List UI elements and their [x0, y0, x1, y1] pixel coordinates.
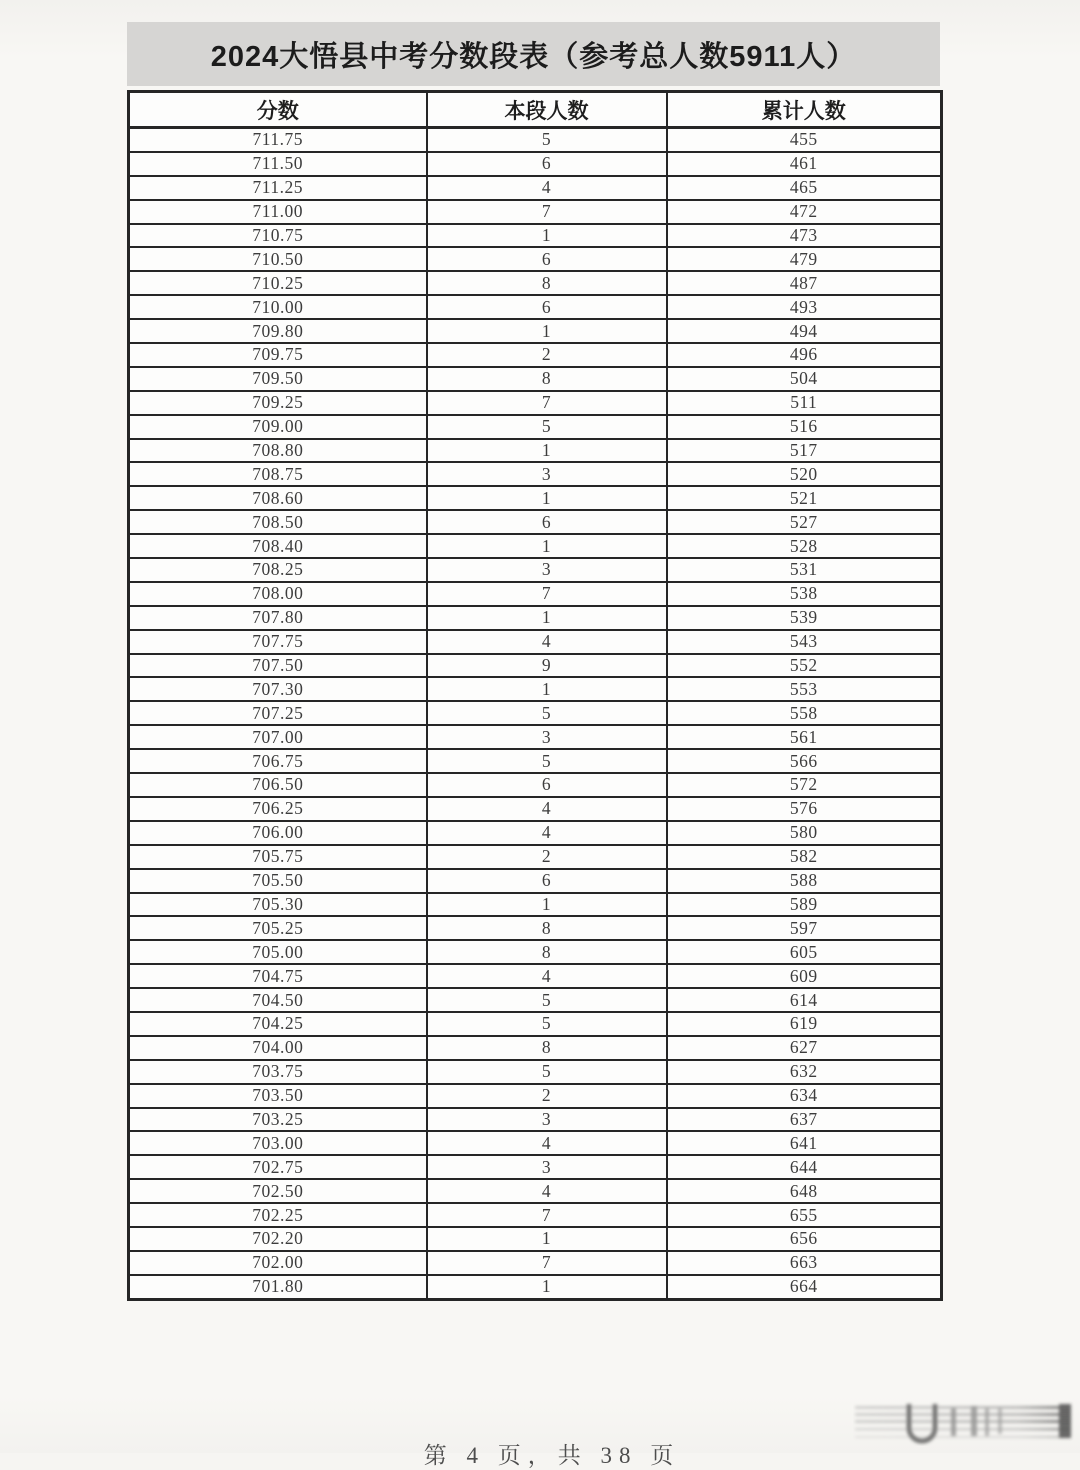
table-row	[129, 654, 942, 678]
table-row	[129, 367, 942, 391]
table-cell: 708.60	[129, 486, 427, 510]
table-row	[129, 200, 942, 224]
table-cell: 455	[667, 128, 942, 152]
table-cell: 3	[427, 462, 667, 486]
score-table	[127, 90, 943, 1301]
table-cell: 701.80	[129, 1275, 427, 1299]
table-cell: 1	[427, 1227, 667, 1251]
table-cell: 4	[427, 964, 667, 988]
table-cell: 539	[667, 606, 942, 630]
table-cell: 6	[427, 869, 667, 893]
table-cell: 3	[427, 1155, 667, 1179]
table-cell: 710.50	[129, 247, 427, 271]
table-cell: 494	[667, 319, 942, 343]
table-row	[129, 893, 942, 917]
table-row	[129, 1012, 942, 1036]
table-cell: 538	[667, 582, 942, 606]
table-cell: 1	[427, 893, 667, 917]
table-cell: 634	[667, 1084, 942, 1108]
header-cumulative-count: 累计人数	[667, 92, 942, 128]
table-cell: 8	[427, 367, 667, 391]
table-cell: 708.00	[129, 582, 427, 606]
table-cell: 572	[667, 773, 942, 797]
table-cell: 8	[427, 271, 667, 295]
table-row	[129, 247, 942, 271]
table-cell: 511	[667, 391, 942, 415]
table-row	[129, 415, 942, 439]
table-cell: 605	[667, 940, 942, 964]
table-cell: 2	[427, 343, 667, 367]
table-cell: 704.25	[129, 1012, 427, 1036]
table-cell: 702.00	[129, 1251, 427, 1275]
table-row	[129, 606, 942, 630]
table-row	[129, 582, 942, 606]
table-cell: 9	[427, 654, 667, 678]
table-cell: 703.75	[129, 1060, 427, 1084]
table-cell: 588	[667, 869, 942, 893]
table-cell: 4	[427, 1131, 667, 1155]
table-row	[129, 916, 942, 940]
table-row	[129, 988, 942, 1012]
table-cell: 707.80	[129, 606, 427, 630]
score-table-header	[129, 92, 942, 128]
table-cell: 702.50	[129, 1179, 427, 1203]
table-cell: 504	[667, 367, 942, 391]
table-cell: 5	[427, 1060, 667, 1084]
table-cell: 5	[427, 701, 667, 725]
table-row	[129, 1036, 942, 1060]
table-cell: 708.80	[129, 439, 427, 463]
table-cell: 558	[667, 701, 942, 725]
table-cell: 1	[427, 439, 667, 463]
table-cell: 1	[427, 224, 667, 248]
table-cell: 632	[667, 1060, 942, 1084]
table-cell: 619	[667, 1012, 942, 1036]
table-row	[129, 869, 942, 893]
table-row	[129, 462, 942, 486]
table-cell: 614	[667, 988, 942, 1012]
table-row	[129, 940, 942, 964]
table-cell: 708.75	[129, 462, 427, 486]
table-cell: 6	[427, 773, 667, 797]
table-cell: 7	[427, 200, 667, 224]
table-cell: 5	[427, 1012, 667, 1036]
table-row	[129, 558, 942, 582]
table-cell: 708.25	[129, 558, 427, 582]
table-cell: 664	[667, 1275, 942, 1299]
table-cell: 472	[667, 200, 942, 224]
table-cell: 655	[667, 1203, 942, 1227]
table-cell: 708.50	[129, 510, 427, 534]
table-cell: 2	[427, 1084, 667, 1108]
table-row	[129, 773, 942, 797]
table-cell: 8	[427, 916, 667, 940]
table-row	[129, 1131, 942, 1155]
table-cell: 531	[667, 558, 942, 582]
table-cell: 543	[667, 630, 942, 654]
table-row	[129, 1060, 942, 1084]
table-cell: 609	[667, 964, 942, 988]
table-cell: 704.75	[129, 964, 427, 988]
table-cell: 707.30	[129, 677, 427, 701]
table-row	[129, 439, 942, 463]
table-cell: 527	[667, 510, 942, 534]
table-cell: 706.50	[129, 773, 427, 797]
table-cell: 7	[427, 1203, 667, 1227]
table-cell: 706.25	[129, 797, 427, 821]
table-cell: 705.00	[129, 940, 427, 964]
table-cell: 703.50	[129, 1084, 427, 1108]
table-row	[129, 271, 942, 295]
table-row	[129, 701, 942, 725]
table-cell: 1	[427, 606, 667, 630]
table-cell: 707.25	[129, 701, 427, 725]
table-cell: 3	[427, 1108, 667, 1132]
table-row	[129, 510, 942, 534]
table-cell: 552	[667, 654, 942, 678]
header-segment-count: 本段人数	[427, 92, 667, 128]
table-cell: 3	[427, 725, 667, 749]
table-row	[129, 295, 942, 319]
table-cell: 520	[667, 462, 942, 486]
table-cell: 710.25	[129, 271, 427, 295]
table-cell: 704.50	[129, 988, 427, 1012]
table-cell: 710.75	[129, 224, 427, 248]
table-cell: 6	[427, 152, 667, 176]
table-cell: 711.75	[129, 128, 427, 152]
table-row	[129, 1275, 942, 1299]
table-cell: 517	[667, 439, 942, 463]
table-cell: 704.00	[129, 1036, 427, 1060]
table-cell: 627	[667, 1036, 942, 1060]
table-cell: 707.50	[129, 654, 427, 678]
table-cell: 1	[427, 319, 667, 343]
table-cell: 705.50	[129, 869, 427, 893]
table-row	[129, 1155, 942, 1179]
table-cell: 705.75	[129, 845, 427, 869]
table-row	[129, 821, 942, 845]
table-cell: 5	[427, 749, 667, 773]
table-row	[129, 176, 942, 200]
table-cell: 708.40	[129, 534, 427, 558]
table-cell: 705.25	[129, 916, 427, 940]
table-cell: 4	[427, 176, 667, 200]
table-cell: 566	[667, 749, 942, 773]
table-cell: 709.80	[129, 319, 427, 343]
table-row	[129, 1108, 942, 1132]
table-cell: 582	[667, 845, 942, 869]
table-cell: 7	[427, 391, 667, 415]
table-row	[129, 1227, 942, 1251]
table-row	[129, 343, 942, 367]
table-cell: 4	[427, 630, 667, 654]
table-cell: 5	[427, 128, 667, 152]
table-row	[129, 391, 942, 415]
table-row	[129, 1203, 942, 1227]
header-row	[129, 92, 942, 128]
table-row	[129, 797, 942, 821]
table-cell: 6	[427, 247, 667, 271]
table-cell: 703.25	[129, 1108, 427, 1132]
table-cell: 487	[667, 271, 942, 295]
table-cell: 711.25	[129, 176, 427, 200]
table-cell: 709.25	[129, 391, 427, 415]
table-cell: 707.75	[129, 630, 427, 654]
table-cell: 4	[427, 1179, 667, 1203]
table-cell: 496	[667, 343, 942, 367]
table-cell: 6	[427, 295, 667, 319]
table-cell: 580	[667, 821, 942, 845]
table-row	[129, 1179, 942, 1203]
table-cell: 710.00	[129, 295, 427, 319]
table-cell: 644	[667, 1155, 942, 1179]
table-cell: 461	[667, 152, 942, 176]
table-cell: 493	[667, 295, 942, 319]
document-title: 2024大悟县中考分数段表（参考总人数5911人）	[210, 40, 857, 73]
table-cell: 702.20	[129, 1227, 427, 1251]
table-cell: 516	[667, 415, 942, 439]
table-cell: 1	[427, 486, 667, 510]
table-cell: 576	[667, 797, 942, 821]
table-cell: 702.25	[129, 1203, 427, 1227]
table-row	[129, 845, 942, 869]
table-cell: 7	[427, 582, 667, 606]
table-cell: 705.30	[129, 893, 427, 917]
table-cell: 711.00	[129, 200, 427, 224]
table-cell: 7	[427, 1251, 667, 1275]
header-score: 分数	[129, 92, 427, 128]
table-cell: 1	[427, 534, 667, 558]
table-row	[129, 964, 942, 988]
table-row	[129, 1251, 942, 1275]
table-cell: 711.50	[129, 152, 427, 176]
table-cell: 702.75	[129, 1155, 427, 1179]
table-row	[129, 534, 942, 558]
table-cell: 8	[427, 1036, 667, 1060]
table-cell: 3	[427, 558, 667, 582]
table-cell: 707.00	[129, 725, 427, 749]
table-cell: 706.75	[129, 749, 427, 773]
table-cell: 656	[667, 1227, 942, 1251]
table-cell: 4	[427, 797, 667, 821]
table-cell: 1	[427, 677, 667, 701]
table-cell: 521	[667, 486, 942, 510]
table-row	[129, 319, 942, 343]
table-cell: 5	[427, 988, 667, 1012]
table-cell: 1	[427, 1275, 667, 1299]
table-cell: 709.75	[129, 343, 427, 367]
table-cell: 465	[667, 176, 942, 200]
table-cell: 473	[667, 224, 942, 248]
table-cell: 597	[667, 916, 942, 940]
table-row	[129, 749, 942, 773]
table-row	[129, 152, 942, 176]
table-cell: 648	[667, 1179, 942, 1203]
table-cell: 641	[667, 1131, 942, 1155]
table-row	[129, 128, 942, 152]
table-cell: 663	[667, 1251, 942, 1275]
table-cell: 6	[427, 510, 667, 534]
table-row	[129, 725, 942, 749]
table-cell: 561	[667, 725, 942, 749]
table-cell: 589	[667, 893, 942, 917]
table-row	[129, 1084, 942, 1108]
table-cell: 709.50	[129, 367, 427, 391]
score-table-body	[129, 128, 942, 1300]
document-title-band	[127, 22, 940, 86]
table-cell: 637	[667, 1108, 942, 1132]
table-row	[129, 486, 942, 510]
table-cell: 2	[427, 845, 667, 869]
table-cell: 703.00	[129, 1131, 427, 1155]
table-row	[129, 630, 942, 654]
table-cell: 553	[667, 677, 942, 701]
table-cell: 4	[427, 821, 667, 845]
table-cell: 709.00	[129, 415, 427, 439]
table-cell: 5	[427, 415, 667, 439]
table-cell: 479	[667, 247, 942, 271]
table-row	[129, 677, 942, 701]
page-footer: 第 4 页，共 38 页	[423, 1443, 681, 1468]
table-row	[129, 224, 942, 248]
table-cell: 8	[427, 940, 667, 964]
table-cell: 528	[667, 534, 942, 558]
table-cell: 706.00	[129, 821, 427, 845]
